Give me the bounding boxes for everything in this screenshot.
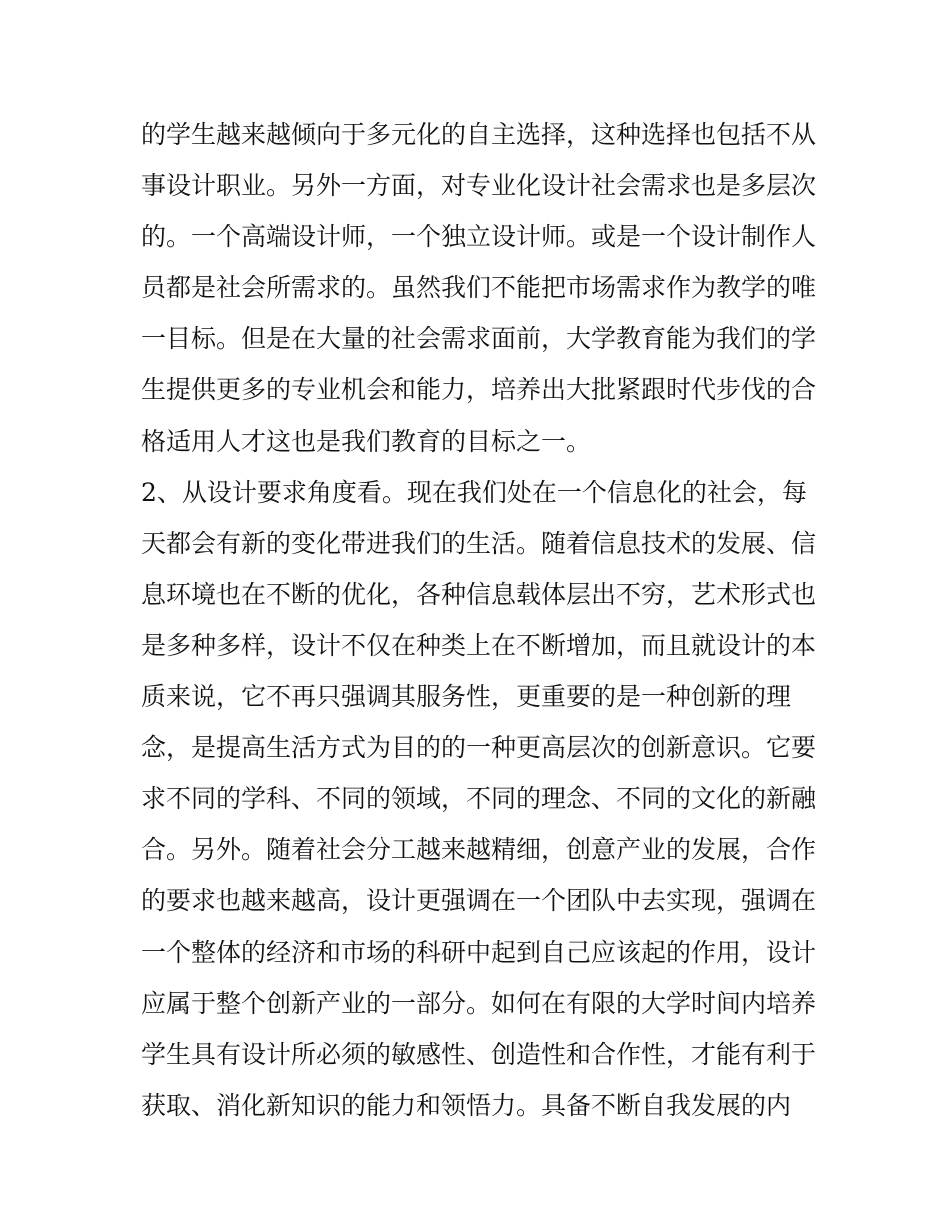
text-line: 的学生越来越倾向于多元化的自主选择，这种选择也包括不从 (141, 120, 817, 149)
text-line: 合。另外。随着社会分工越来越精细，创意产业的发展，合作 (141, 835, 817, 865)
text-line: 生提供更多的专业机会和能力，培养出大批紧跟时代步伐的合 (141, 375, 817, 405)
text-line: 事设计职业。另外一方面，对专业化设计社会需求也是多层次 (141, 171, 817, 201)
text-line: 学生具有设计所必须的敏感性、创造性和合作性，才能有利于 (141, 1039, 817, 1069)
text-line: 息环境也在不断的优化，各种信息载体层出不穷，艺术形式也 (141, 579, 817, 609)
text-line: 一目标。但是在大量的社会需求面前，大学教育能为我们的学 (141, 324, 817, 354)
text-line: 一个整体的经济和市场的科研中起到自己应该起的作用，设计 (141, 937, 817, 967)
text-line: 念，是提高生活方式为目的的一种更高层次的创新意识。它要 (141, 733, 817, 763)
text-line: 天都会有新的变化带进我们的生活。随着信息技术的发展、信 (141, 528, 817, 558)
text-line: 的要求也越来越高，设计更强调在一个团队中去实现，强调在 (141, 886, 817, 916)
text-line: 是多种多样，设计不仅在种类上在不断增加，而且就设计的本 (141, 630, 817, 660)
text-line: 的。一个高端设计师，一个独立设计师。或是一个设计制作人 (141, 222, 817, 252)
text-line: 员都是社会所需求的。虽然我们不能把市场需求作为教学的唯 (141, 273, 817, 303)
text-line: 获取、消化新知识的能力和领悟力。具备不断自我发展的内 (141, 1090, 792, 1120)
body-text (141, 109, 821, 1131)
text-line: 格适用人才这也是我们教育的目标之一。 (141, 426, 592, 456)
text-line: 质来说，它不再只强调其服务性，更重要的是一种创新的理 (141, 682, 792, 712)
text-line: 求不同的学科、不同的领域，不同的理念、不同的文化的新融 (141, 784, 817, 814)
text-line: 2、从设计要求角度看。现在我们处在一个信息化的社会，每 (141, 477, 807, 507)
text-line: 应属于整个创新产业的一部分。如何在有限的大学时间内培养 (141, 988, 817, 1018)
